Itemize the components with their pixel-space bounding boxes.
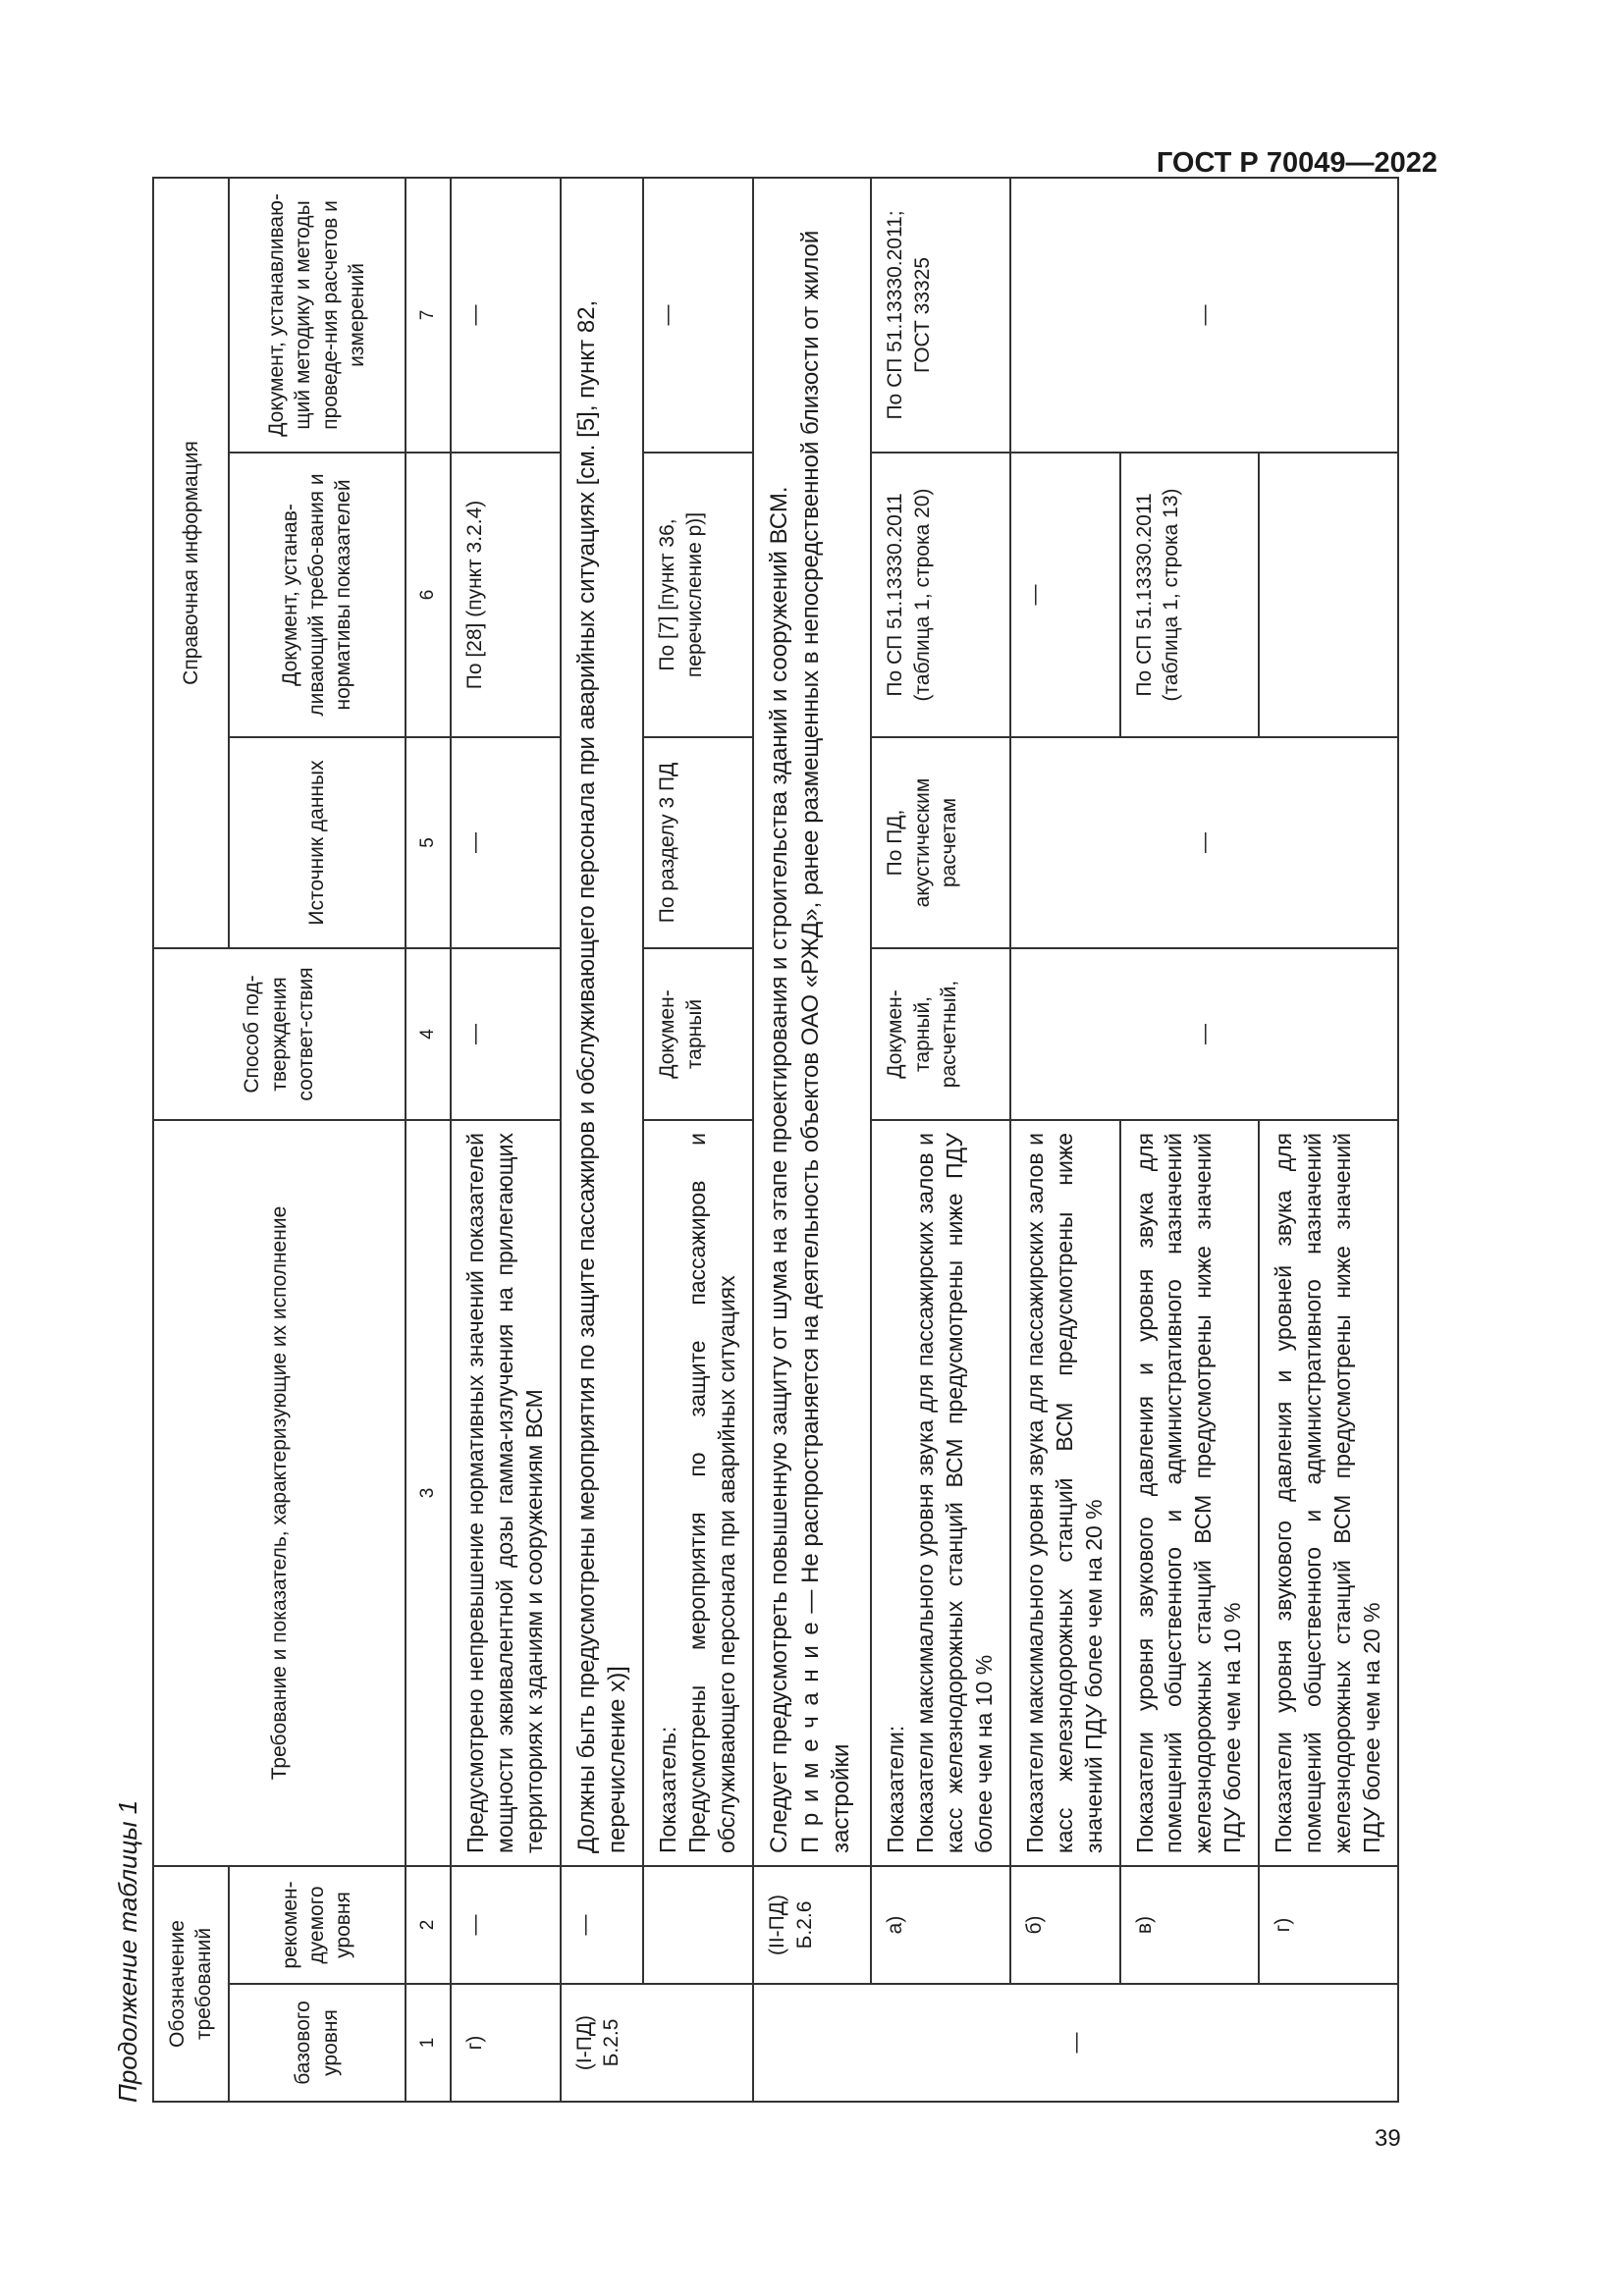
header-requirement: Требование и показатель, характеризующие их исполнение bbox=[153, 1120, 406, 1866]
cell-requirement-doc: По СП 51.13330.2011 (таблица 1, строка 13) bbox=[1120, 453, 1260, 737]
header-method-doc: Документ, устанавливаю-щий методику и методы проведе-ния расчетов и измерений bbox=[229, 178, 406, 453]
col-number: 4 bbox=[406, 948, 452, 1120]
cell-recommended-level: (II-ПД) Б.2.6 bbox=[753, 1866, 871, 1984]
cell-recommended-level: — bbox=[561, 1866, 643, 1984]
cell-method-doc: — bbox=[451, 178, 561, 453]
cell-base-level: — bbox=[753, 1984, 1397, 2102]
table-row bbox=[561, 178, 643, 2102]
header-base-level: базового уровня bbox=[229, 1984, 406, 2102]
table-row bbox=[1120, 178, 1260, 2102]
indicator-text: Предусмотрены мероприятия по защите пассажиров и обслуживающего персонала при аварийных ситуациях bbox=[684, 1132, 740, 1853]
note-prefix: П р и м е ч а н и е bbox=[796, 1620, 824, 1853]
col-number: 7 bbox=[406, 178, 452, 453]
header-recommended-level: рекомен-дуемого уровня bbox=[229, 1866, 406, 1984]
col-number: 5 bbox=[406, 737, 452, 948]
indicator-text: Показатели максимального уровня звука для пассажирских залов и касс железнодорожных станций ВСМ предусмотрены ниже ПДУ более чем на 10 % bbox=[912, 1132, 997, 1853]
cell-requirement-doc: По [28] (пункт 3.2.4) bbox=[451, 453, 561, 737]
cell-recommended-level bbox=[643, 1866, 753, 1984]
col-number: 6 bbox=[406, 453, 452, 737]
cell-base-level: г) bbox=[451, 1984, 561, 2102]
cell-recommended-level: в) bbox=[1120, 1866, 1260, 1984]
cell-confirmation: — bbox=[1010, 948, 1398, 1120]
header-data-source: Источник данных bbox=[229, 737, 406, 948]
table-row bbox=[1010, 178, 1120, 2102]
col-number: 2 bbox=[406, 1866, 452, 1984]
document-code: ГОСТ Р 70049—2022 bbox=[1156, 147, 1437, 179]
cell-requirement: Показатели максимального уровня звука для пассажирских залов и касс железнодорожных станций ВСМ предусмотрены ниже значений ПДУ более чем на 20 % bbox=[1010, 1120, 1120, 1866]
col-number: 3 bbox=[406, 1120, 452, 1866]
requirements-table bbox=[152, 177, 1399, 2103]
cell-requirement bbox=[643, 1120, 753, 1866]
cell-method-doc: — bbox=[1010, 178, 1398, 453]
cell-confirmation: Докумен-тарный bbox=[643, 948, 753, 1120]
header-row-1 bbox=[153, 178, 229, 2102]
cell-recommended-level: б) bbox=[1010, 1866, 1120, 1984]
cell-recommended-level: — bbox=[451, 1866, 561, 1984]
cell-requirement-doc: По СП 51.13330.2011 (таблица 1, строка 20) bbox=[871, 453, 1010, 737]
table-row bbox=[871, 178, 1010, 2102]
cell-data-source: — bbox=[1010, 737, 1398, 948]
header-reference-info: Справочная информация bbox=[153, 178, 229, 948]
table-row bbox=[1259, 178, 1398, 2102]
table-row bbox=[753, 178, 871, 2102]
cell-requirement-full: Должны быть предусмотрены мероприятия по защите пассажиров и обслуживающего персонала при аварийных ситуациях [см. [5], пункт 82, перечисление х)] bbox=[561, 178, 643, 1866]
requirement-text: Следует предусмотреть повышенную защиту от шума на этапе проектирования и строительства зданий и сооружений ВСМ. bbox=[766, 486, 793, 1853]
cell-recommended-level: а) bbox=[871, 1866, 1010, 1984]
note-text: — Не распространяется на деятельность объектов ОАО «РЖД», ранее размещенных в непосредственной близости от жилой застройки bbox=[796, 230, 854, 1853]
cell-base-level: (I-ПД) Б.2.5 bbox=[561, 1984, 753, 2102]
cell-requirement-doc bbox=[1259, 453, 1398, 737]
cell-data-source: По ПД, акустическим расчетам bbox=[871, 737, 1010, 948]
indicator-label: Показатель: bbox=[655, 1726, 681, 1853]
col-number: 1 bbox=[406, 1984, 452, 2102]
cell-requirement-full bbox=[753, 178, 871, 1866]
cell-requirement: Предусмотрено непревышение нормативных значений показателей мощности эквивалентной дозы гамма-излучения на прилегающих территориях к зданиям и сооружениям ВСМ bbox=[451, 1120, 561, 1866]
column-numbers-row bbox=[406, 178, 452, 2102]
cell-data-source: — bbox=[451, 737, 561, 948]
cell-requirement-doc: По [7] [пункт 36, перечисление р)] bbox=[643, 453, 753, 737]
header-designation: Обозначение требований bbox=[153, 1866, 229, 2102]
cell-requirement: Показатели уровня звукового давления и уровня звука для помещений общественного и административного назначений железнодорожных станций ВСМ предусмотрены ниже значений ПДУ более чем на 10 % bbox=[1120, 1120, 1260, 1866]
header-confirmation-method: Способ под-тверждения соответ-ствия bbox=[153, 948, 406, 1120]
page-number: 39 bbox=[1375, 2125, 1401, 2152]
cell-requirement-doc: — bbox=[1010, 453, 1120, 737]
cell-requirement: Показатели уровня звукового давления и уровней звука для помещений общественного и административного назначений железнодорожных станций ВСМ предусмотрены ниже значений ПДУ более чем на 20 % bbox=[1259, 1120, 1398, 1866]
cell-method-doc: По СП 51.13330.2011; ГОСТ 33325 bbox=[871, 178, 1010, 453]
cell-method-doc: — bbox=[643, 178, 753, 453]
cell-data-source: По разделу 3 ПД bbox=[643, 737, 753, 948]
indicators-label: Показатели: bbox=[883, 1725, 909, 1853]
header-requirement-doc: Документ, устанав-ливающий требо-вания и нормативы показателей bbox=[229, 453, 406, 737]
table-row bbox=[643, 178, 753, 2102]
rotated-table-area bbox=[105, 179, 1499, 2103]
cell-requirement bbox=[871, 1120, 1010, 1866]
table-row bbox=[451, 178, 561, 2102]
table-continuation-caption: Продолжение таблицы 1 bbox=[113, 1799, 142, 2103]
cell-confirmation: Докумен-тарный, расчетный, bbox=[871, 948, 1010, 1120]
note bbox=[795, 190, 856, 1853]
cell-confirmation: — bbox=[451, 948, 561, 1120]
cell-recommended-level: г) bbox=[1259, 1866, 1398, 1984]
